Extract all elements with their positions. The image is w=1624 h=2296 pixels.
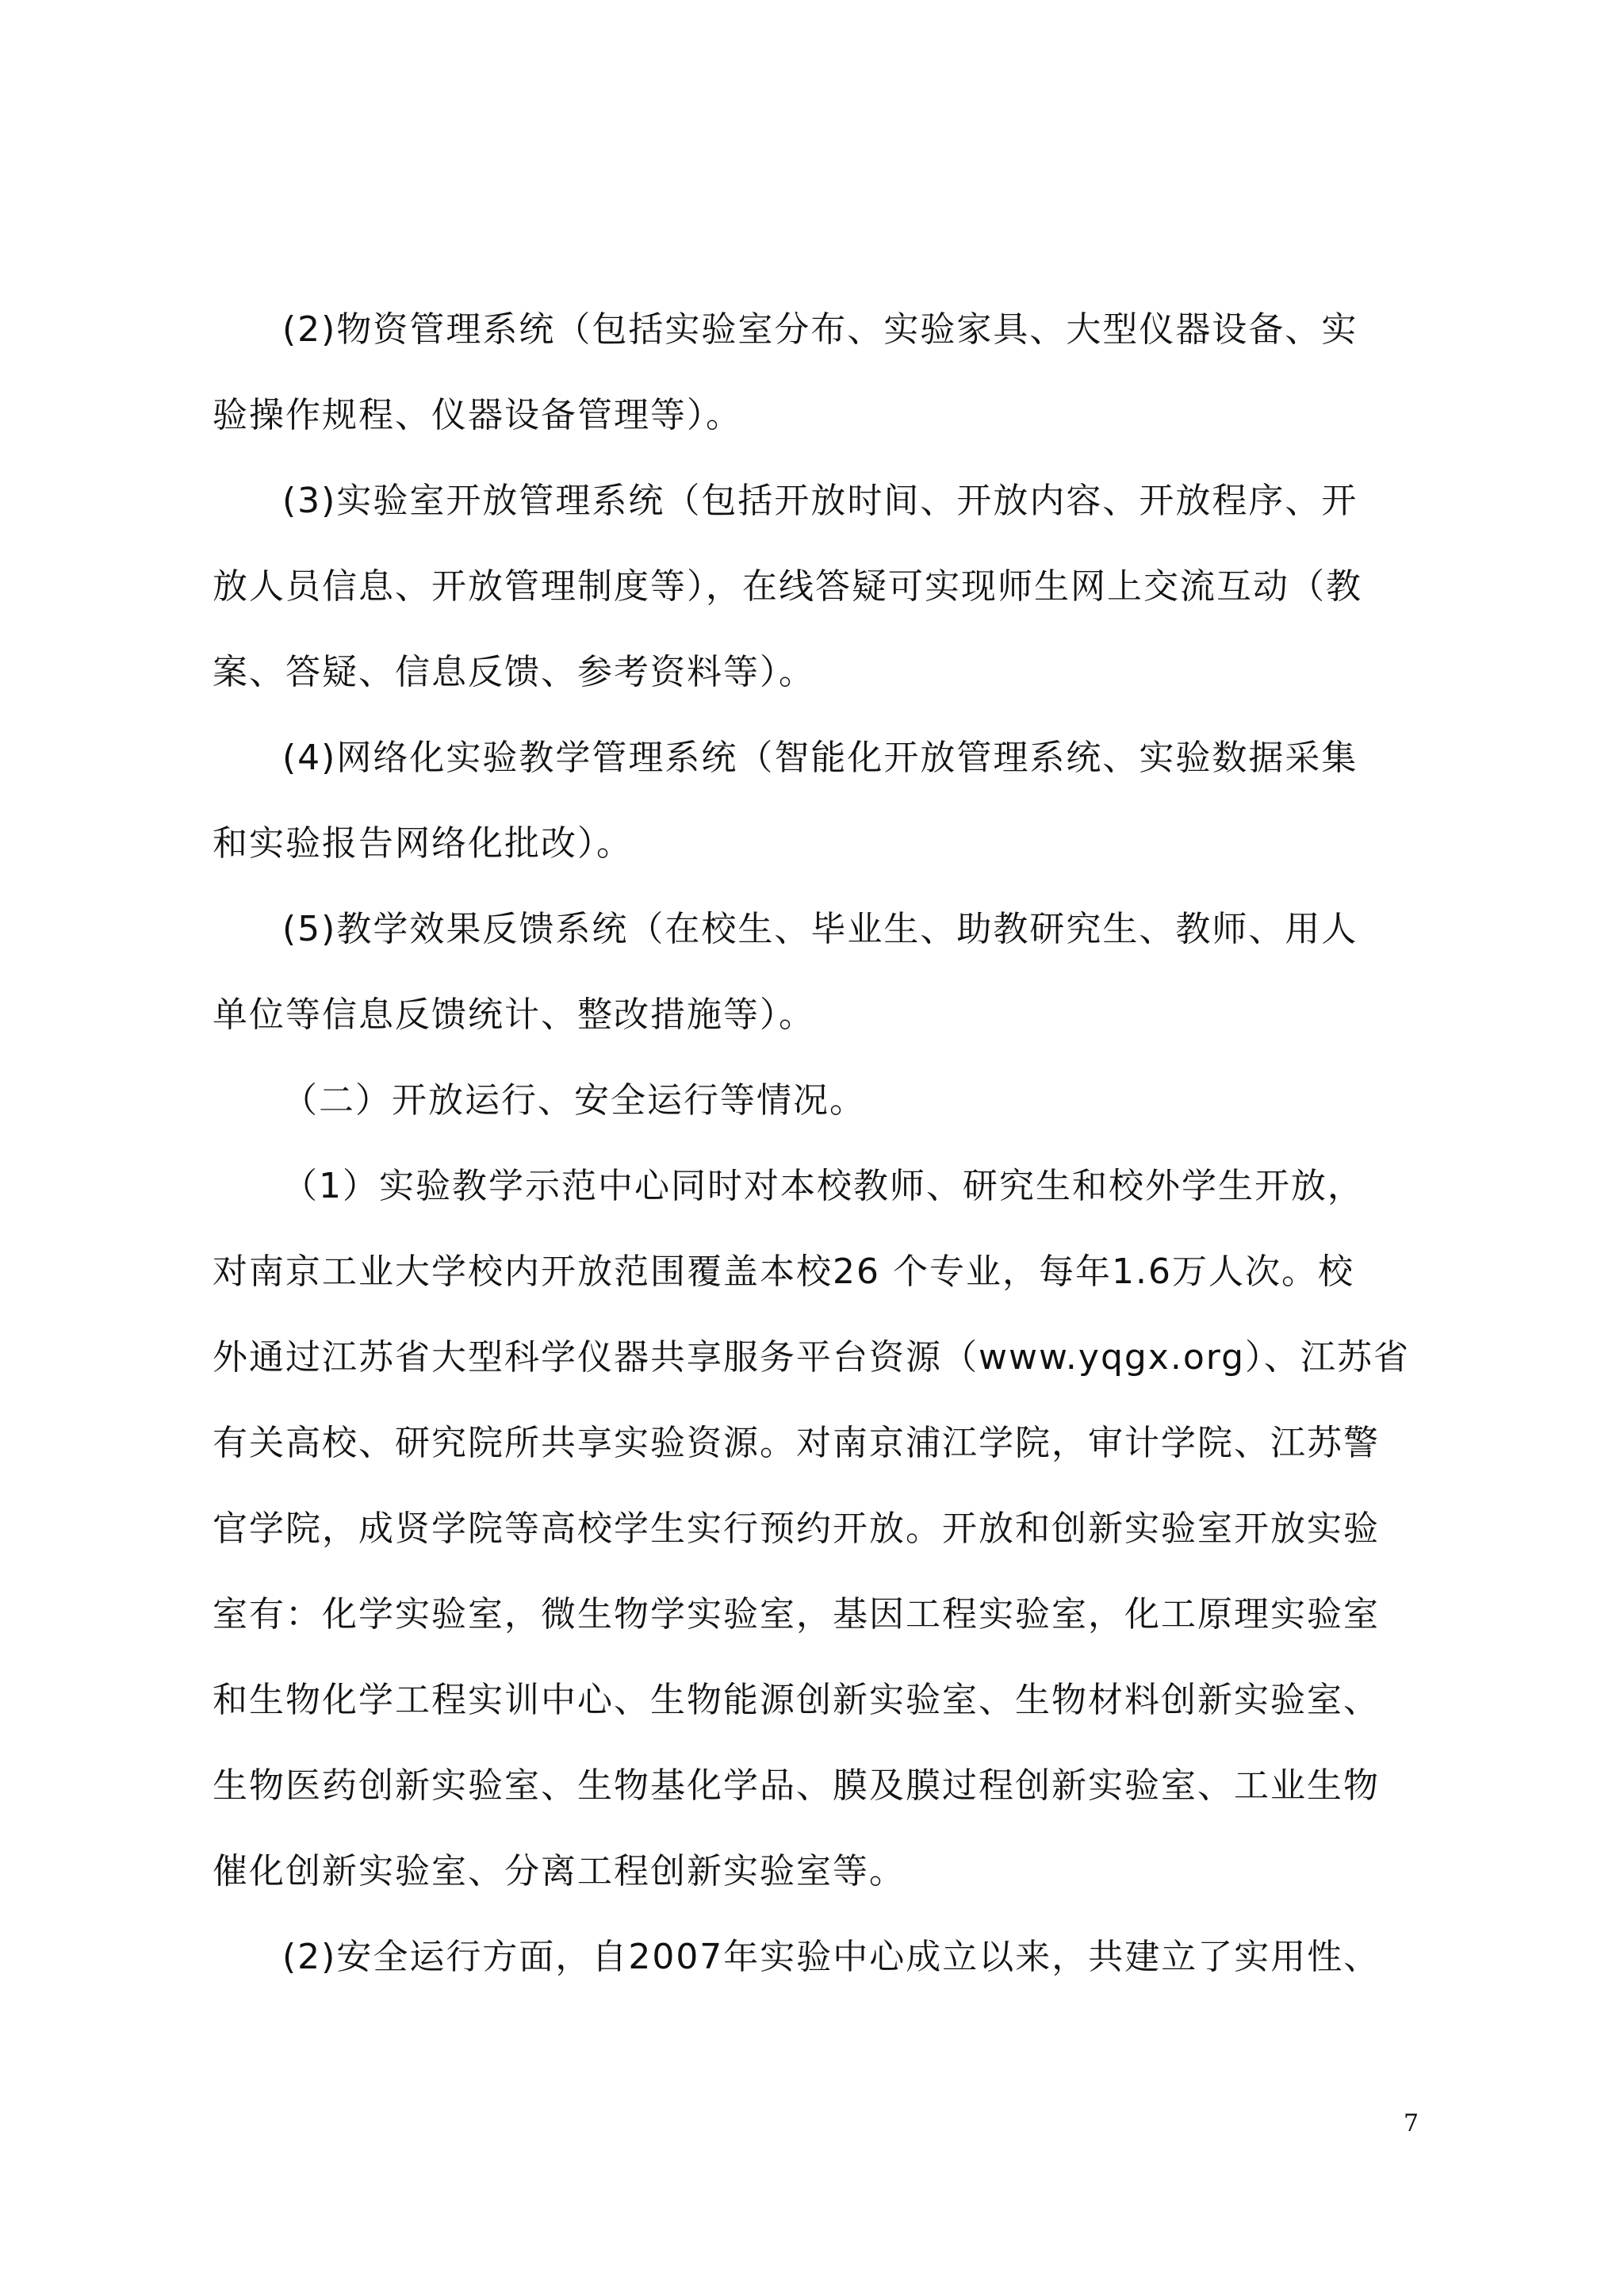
text-line: (4)网络化实验教学管理系统（智能化开放管理系统、实验数据采集 [282,738,1358,778]
text-line: 单位等信息反馈统计、整改措施等）。 [213,995,815,1035]
text-line: (2)物资管理系统（包括实验室分布、实验家具、大型仪器设备、实 [282,309,1358,350]
text-line: 外通过江苏省大型科学仪器共享服务平台资源（www.yqgx.org）、江苏省 [213,1337,1410,1378]
text-line: 官学院，成贤学院等高校学生实行预约开放。开放和创新实验室开放实验 [213,1508,1380,1549]
text-line: (2)安全运行方面，自2007年实验中心成立以来，共建立了实用性、 [282,1937,1381,1977]
text-line: 有关高校、研究院所共享实验资源。对南京浦江学院，审计学院、江苏警 [213,1423,1380,1463]
text-line: 和实验报告网络化批改）。 [213,823,633,864]
text-line: 催化创新实验室、分离工程创新实验室等。 [213,1851,906,1892]
text-line: 对南京工业大学校内开放范围覆盖本校26 个专业，每年1.6万人次。校 [213,1251,1354,1292]
section-heading: （二）开放运行、安全运行等情况。 [282,1080,866,1121]
text-line: 验操作规程、仪器设备管理等）。 [213,395,742,435]
text-line: 生物医药创新实验室、生物基化学品、膜及膜过程创新实验室、工业生物 [213,1765,1380,1806]
text-line: (3)实验室开放管理系统（包括开放时间、开放内容、开放程序、开 [282,481,1358,521]
text-line: (5)教学效果反馈系统（在校生、毕业生、助教研究生、教师、用人 [282,909,1358,949]
text-line: 放人员信息、开放管理制度等），在线答疑可实现师生网上交流互动（教 [213,566,1362,607]
text-line: 和生物化学工程实训中心、生物能源创新实验室、生物材料创新实验室、 [213,1680,1380,1720]
text-line: （1）实验教学示范中心同时对本校教师、研究生和校外学生开放， [282,1166,1364,1206]
text-line: 室有：化学实验室，微生物学实验室，基因工程实验室，化工原理实验室 [213,1594,1380,1635]
text-line: 案、答疑、信息反馈、参考资料等）。 [213,652,815,692]
page-number: 7 [1404,2110,1419,2137]
